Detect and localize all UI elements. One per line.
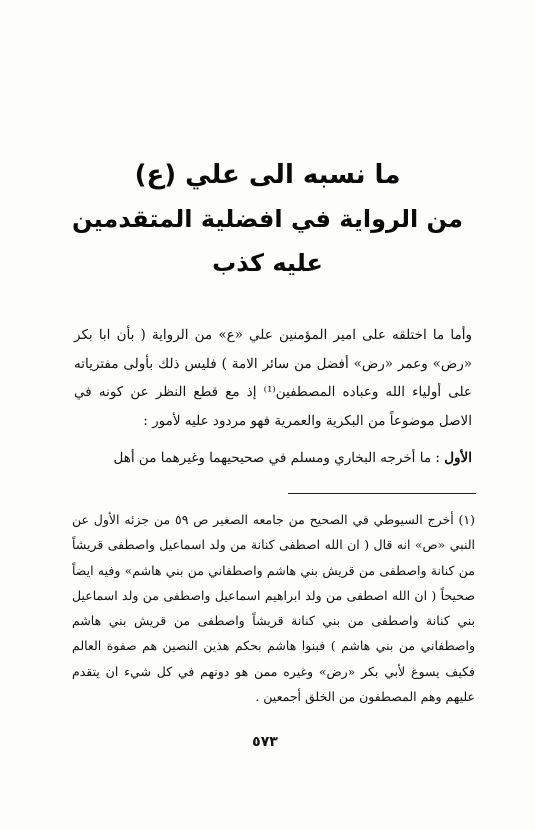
point-label: الأول — [444, 450, 472, 466]
chapter-title-line-1: ما نسبه الى علي (ع) — [134, 160, 401, 190]
point-text: : ما أخرجه البخاري ومسلم في صحيحيهما وغيرهما من أهل — [113, 450, 440, 466]
body-paragraph-2 — [74, 444, 472, 473]
chapter-title-line-2: من الرواية في افضلية المتقدمين — [71, 205, 463, 233]
page-number: ٥٧٣ — [252, 734, 278, 750]
footnote-divider — [288, 493, 476, 494]
footnote-text: (١) أخرج السيوطي في الصحيح من جامعه الصغير ص ٥٩ من جزئه الأول عن النبي «ص» انه قال ( ان الله اصطفى كنانة من ولد اسماعيل واصطفى قريشاً من كنانة واصطفى من قريش بني هاشم واصطفاني من بني هاشم» وفيه ايضاً صحيحاً ( ان الله اصطفى من ولد ابراهيم اسماعيل واصطفى من ولد اسماعيل بني كنانة واصطفى من بني كنانة قريشاً واصطفى من قريش بني هاشم واصطفاني من بني هاشم ) فبنوا هاشم بحكم هذين النصين هم صفوة العالم فكيف يسوغ لأبي بكر «رض» وغيره ممن هو دونهم في كل شيء ان يتقدم عليهم وهم المصطفون من الخلق أجمعين . — [72, 512, 475, 705]
body-paragraph-1: وأما ما اختلقه على امير المؤمنين علي «ع» من الرواية ( بأن ابا بكر «رض» وعمر «رض» أفضل من سائر الامة ) فليس ذلك بأولى مفترياته على أولياء الله وعباده المصطفين⁽¹⁾ إذ مع قطع النظر عن كونه في الاصل موضوعاً من البكرية والعمرية فهو مردود عليه لأمور : — [74, 327, 472, 429]
chapter-title-line-3: عليه كذب — [212, 249, 323, 277]
